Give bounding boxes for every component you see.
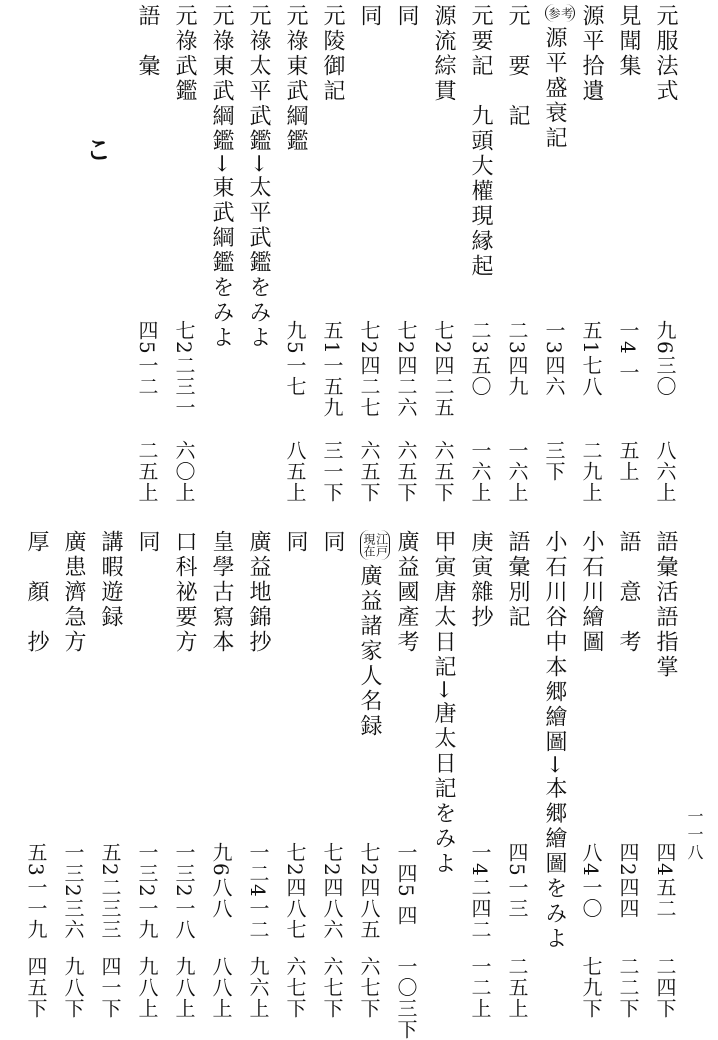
entry-title: 元祿武鑑: [172, 4, 197, 104]
entry-location: 九六上: [246, 956, 270, 1019]
entry-title: 小石川繪圖: [579, 530, 604, 655]
entry-number: 一3四六: [542, 320, 566, 397]
entry-number: 七2四八七: [283, 842, 307, 940]
entry-title: 元要記 九頭大權現縁起: [468, 4, 493, 279]
entry-title: 同: [283, 530, 308, 555]
entry-location: 九八上: [135, 956, 159, 1019]
entry-location: 九八上: [172, 956, 196, 1019]
entry-tag: 江戸 現在: [360, 530, 389, 560]
entry-number: 一四5 四: [394, 842, 418, 927]
entry-number: 七2四八五: [357, 842, 381, 940]
entry-location: 一六上: [468, 440, 492, 503]
entry-title: 源平拾遺: [579, 4, 604, 104]
entry-number: 二3四九: [505, 320, 529, 397]
entry-number: 四5一二: [135, 320, 159, 397]
entry-number: 一4 一: [616, 320, 640, 384]
entry-title: 江戸 現在 廣益諸家人名録: [358, 530, 390, 739]
entry-number: 九5一七: [283, 320, 307, 397]
entry-number: 四5一三: [505, 842, 529, 919]
entry-location: 四五下: [24, 956, 48, 1019]
entry-location: 二二下: [616, 956, 640, 1019]
entry-title: 同: [357, 4, 382, 29]
entry-title: 語彙活語指掌: [653, 530, 678, 680]
entry-number: 一二4一二: [246, 842, 270, 940]
page-number: 一一八: [685, 808, 704, 862]
entry-number: 九6八八: [209, 842, 233, 919]
entry-location: 六五下: [394, 440, 418, 503]
entry-title: 同: [394, 4, 419, 29]
entry-number: 七2四八六: [320, 842, 344, 940]
entry-number: 八4一〇: [579, 842, 603, 919]
entry-title: 同: [320, 530, 345, 555]
entry-number: 五1七八: [579, 320, 603, 397]
entry-location: 二五上: [135, 440, 159, 503]
entry-location: 六七下: [283, 956, 307, 1019]
entry-title: 語 彙: [135, 4, 160, 79]
entry-number: 二3五〇: [468, 320, 492, 397]
entry-title: 元祿東武綱鑑→東武綱鑑をみよ: [209, 4, 234, 351]
entry-location: 六七下: [320, 956, 344, 1019]
entry-number: 七2四二七: [357, 320, 381, 418]
entry-number: 一三2一九: [135, 842, 159, 940]
entry-location: 一〇三下: [394, 956, 418, 1040]
entry-location: 七九下: [579, 956, 603, 1019]
entry-location: 八八上: [209, 956, 233, 1019]
entry-location: 八五上: [283, 440, 307, 503]
entry-location: 四一下: [98, 956, 122, 1019]
entry-location: 九八下: [61, 956, 85, 1019]
entry-location: 八六上: [653, 440, 677, 503]
entry-title: 見聞集: [616, 4, 641, 79]
entry-title: 廣益國產考: [394, 530, 419, 655]
entry-location: 二四下: [653, 956, 677, 1019]
entry-location: 二五上: [505, 956, 529, 1019]
entry-title: 元陵御記: [320, 4, 345, 104]
entry-location: 三下: [542, 440, 566, 482]
entry-title: 講暇遊録: [98, 530, 123, 630]
entry-number: 七2四二五: [431, 320, 455, 418]
entry-number: 七2四二六: [394, 320, 418, 418]
entry-title: 庚寅雜抄: [468, 530, 493, 630]
section-heading: こ: [81, 136, 111, 162]
entry-number: 九6三〇: [653, 320, 677, 397]
entry-title: 語 意 考: [616, 530, 641, 655]
entry-number: 五2二三三: [98, 842, 122, 940]
entry-title: 同: [135, 530, 160, 555]
entry-title: 皇學古寫本: [209, 530, 234, 655]
entry-location: 二九上: [579, 440, 603, 503]
entry-title: 元祿東武綱鑑: [283, 4, 308, 154]
entry-title: 考 参 源平盛衰記: [543, 4, 575, 151]
entry-location: 五上: [616, 440, 640, 482]
entry-title: 源流綜貫: [431, 4, 456, 104]
entry-title: 元祿太平武鑑→太平武鑑をみよ: [246, 4, 271, 351]
entry-number: 五3一一九: [24, 842, 48, 940]
entry-location: 六五下: [431, 440, 455, 503]
entry-number: 四2四四: [616, 842, 640, 919]
entry-title: 語彙別記: [505, 530, 530, 630]
entry-title: 元 要 記: [505, 4, 530, 129]
entry-location: 一二上: [468, 956, 492, 1019]
entry-location: 一六上: [505, 440, 529, 503]
entry-number: 一三2一八: [172, 842, 196, 940]
entry-number: 四4五二: [653, 842, 677, 919]
entry-title: 廣患濟急方: [61, 530, 86, 655]
entry-location: 三一下: [320, 440, 344, 503]
entry-location: 六〇上: [172, 440, 196, 503]
entry-number: 一4二四二: [468, 842, 492, 940]
entry-title: 小石川谷中本郷繪圖→本郷繪圖をみよ: [542, 530, 567, 952]
entry-number: 五1一五九: [320, 320, 344, 418]
entry-title: 元服法式: [653, 4, 678, 104]
entry-title: 口科祕要方: [172, 530, 197, 655]
entry-tag: 考 参: [545, 4, 574, 22]
entry-location: 六七下: [357, 956, 381, 1019]
entry-title: 廣益地錦抄: [246, 530, 271, 655]
entry-title: 甲寅唐太日記→唐太日記をみよ: [431, 530, 456, 877]
entry-number: 一三2三六: [61, 842, 85, 940]
entry-location: 六五下: [357, 440, 381, 503]
entry-number: 七2二三一: [172, 320, 196, 418]
entry-title: 厚 顏 抄: [24, 530, 49, 655]
